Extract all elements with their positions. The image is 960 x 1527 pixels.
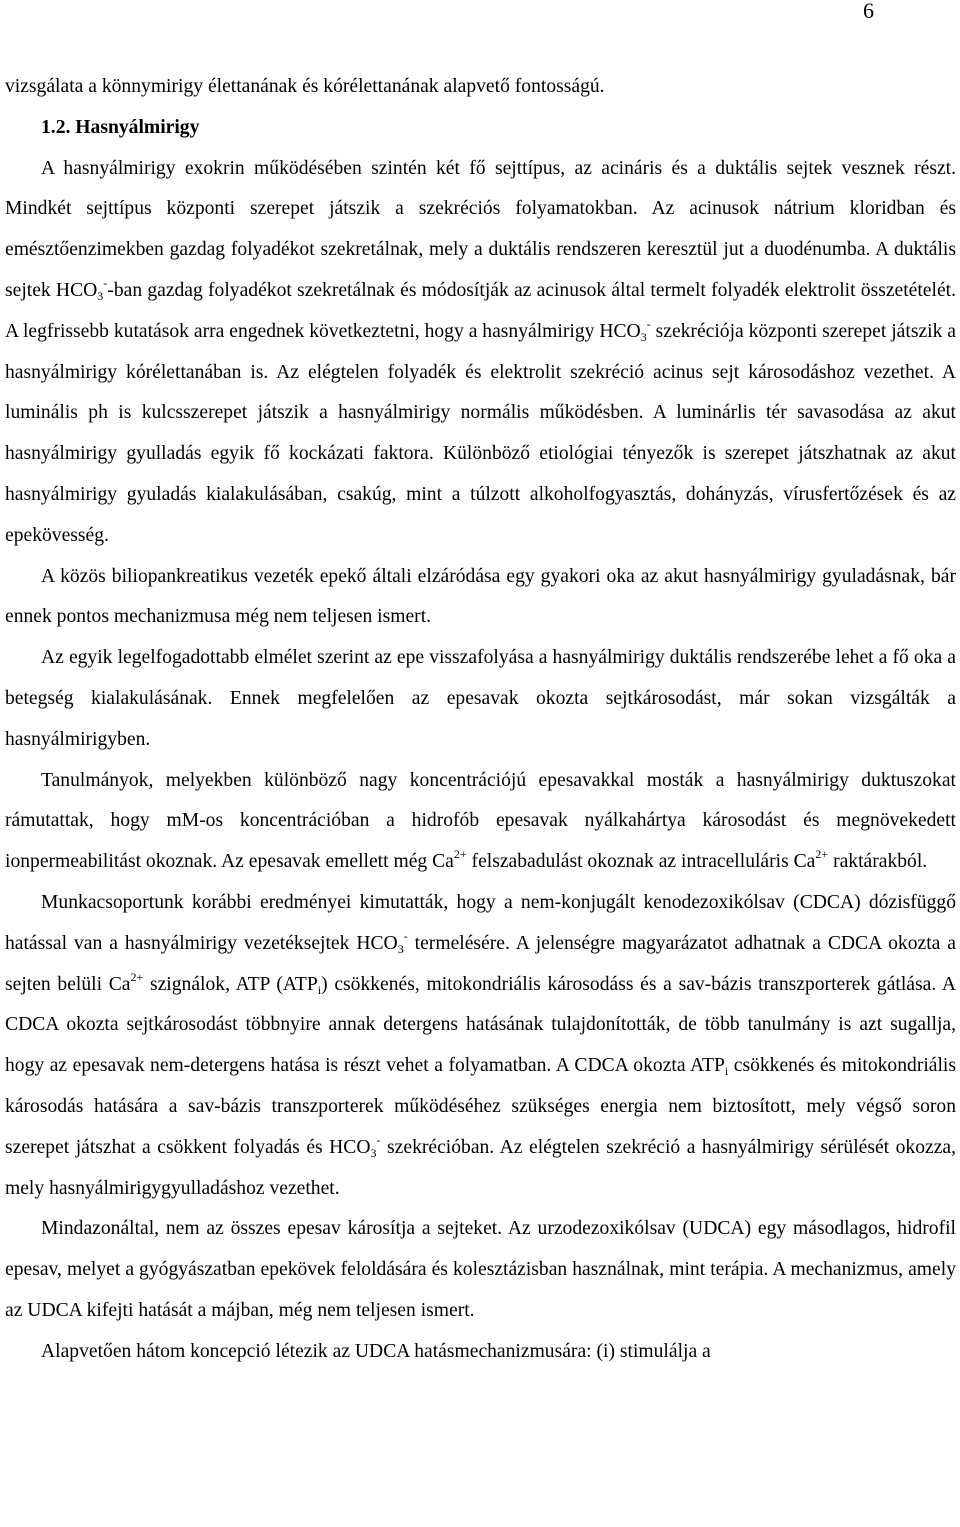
superscript: 2+ bbox=[130, 969, 144, 984]
subscript: 3 bbox=[397, 941, 404, 956]
paragraph-3 bbox=[5, 557, 956, 639]
paragraph-4 bbox=[5, 638, 956, 760]
page-body bbox=[5, 67, 956, 1373]
paragraph-5 bbox=[5, 761, 956, 883]
text-run: Mindazonáltal, nem az összes epesav károsítja a sejteket. Az urzodezoxikólsav (UDCA) egy másodlagos, hidrofil epesav, melyet a gyógyászatban epekövek feloldására és kolesztázisban használnak, mint terápia. A mechanizmus, amely az UDCA kifejti hatását a májban, még nem teljesen ismert. bbox=[5, 1218, 956, 1321]
paragraph-6 bbox=[5, 883, 956, 1209]
paragraph-2 bbox=[5, 149, 956, 557]
superscript: - bbox=[646, 316, 651, 331]
text-run: szignálok, ATP (ATP bbox=[143, 973, 318, 995]
subscript: 3 bbox=[370, 1145, 377, 1160]
paragraph-8 bbox=[5, 1332, 956, 1373]
superscript: 2+ bbox=[453, 847, 467, 862]
text-run: vizsgálata a könnymirigy élettanának és kórélettanának alapvető fontosságú. bbox=[5, 76, 605, 97]
text-run: csökkenés és mitokondriális károsodás hatására a sav-bázis transzporterek működéséhez szükséges energia nem biztosított, mely végső soron szerepet játszhat a csökkent folyadás és HCO bbox=[5, 1055, 957, 1158]
text-run: ) csökkenés, mitokondriális károsodáss és a sav-bázis transzporterek gátlása. A CDCA okozta sejtkárosodást többnyire annak detergens hatásának tulajdonították, de több tanulmány is azt sugallja, hogy az epesavak nem-detergens hatása is részt vehet a folyamatban. A CDCA okozta ATP bbox=[5, 973, 956, 1077]
section-heading: 1.2. Hasnyálmirigy bbox=[41, 116, 200, 138]
superscript: - bbox=[403, 928, 408, 943]
text-run: szekréciója központi szerepet játszik a hasnyálmirigy kórélettanában is. Az elégtelen folyadék és elektrolit szekréció acinus sejt károsodáshoz vezethet. A luminális ph is kulcsszerepet játszik a hasnyálmirigy normális működésben. A luminárlis tér savasodása az akut hasnyálmirigy gyulladás egyik fő kockázati faktora. Különböző etiológiai tényezők is szerepet játszhatnak az akut hasnyálmirigy gyuladás kialakulásában, csakúg, mint a túlzott alkoholfogyasztás, dohányzás, vírusfertőzések és az epekövesség. bbox=[5, 320, 956, 546]
subscript: i bbox=[317, 982, 322, 997]
superscript: 2+ bbox=[815, 847, 829, 862]
text-run: Az egyik legelfogadottabb elmélet szerint az epe visszafolyása a hasnyálmirigy duktális rendszerébe lehet a fő oka a betegség kialakulásának. Ennek megfelelően az epesavak okozta sejtkárosodást, már sokan vizsgálták a hasnyálmirigyben. bbox=[5, 647, 956, 750]
text-run: Alapvetően hátom koncepció létezik az UDCA hatásmechanizmusára: (i) stimulálja a bbox=[41, 1340, 711, 1362]
superscript: - bbox=[103, 275, 108, 290]
text-run: raktárakból. bbox=[828, 851, 928, 873]
subscript: i bbox=[724, 1064, 729, 1079]
superscript: - bbox=[376, 1132, 381, 1147]
text-run: Munkacsoportunk korábbi eredményei kimutatták, hogy a nem-konjugált kenodezoxikólsav (CDCA) dózisfüggő hatással van a hasnyálmirigy vezetéksejtek HCO bbox=[5, 891, 956, 954]
subscript: 3 bbox=[97, 288, 104, 303]
text-run: termelésére. A jelenségre magyarázatot adhatnak a CDCA okozta a sejten belüli Ca bbox=[5, 932, 957, 995]
text-run: Tanulmányok, melyekben különböző nagy koncentrációjú epesavakkal mosták a hasnyálmirigy duktuszokat rámutattak, hogy mM-os koncentrációban a hidrofób epesavak nyálkahártya károsodást és megnövekedett ionpermeabilitást okoznak. Az epesavak emellett még Ca bbox=[5, 769, 956, 873]
text-run: szekrécióban. Az elégtelen szekréció a hasnyálmirigy sérülését okozza, mely hasnyálmirigygyulladáshoz vezethet. bbox=[5, 1136, 956, 1199]
text-run: A közös biliopankreatikus vezeték epekő általi elzáródása egy gyakori oka az akut hasnyálmirigy gyuladásnak, bár ennek pontos mechanizmusa még nem teljesen ismert. bbox=[5, 565, 956, 628]
text-run: A hasnyálmirigy exokrin működésében szintén két fő sejttípus, az acináris és a duktális sejtek vesznek részt. Mindkét sejttípus központi szerepet játszik a szekréciós folyamatokban. Az acinusok nátrium kloridban és emésztőenzimekben gazdag folyadékot szekretálnak, mely a duktális rendszeren keresztül jut a duodénumba. A duktális sejtek HCO bbox=[5, 157, 956, 301]
paragraph-7 bbox=[5, 1209, 956, 1331]
paragraph-1 bbox=[5, 67, 956, 108]
text-run: -ban gazdag folyadékot szekretálnak és módosítják az acinusok által termelt folyadék elektrolit összetételét. A legfrissebb kutatások arra engednek következtetni, hogy a hasnyálmirigy HCO bbox=[5, 279, 956, 342]
text-run: felszabadulást okoznak az intracelluláris Ca bbox=[466, 851, 816, 873]
page-number: 6 bbox=[863, 0, 874, 23]
subscript: 3 bbox=[640, 329, 647, 344]
